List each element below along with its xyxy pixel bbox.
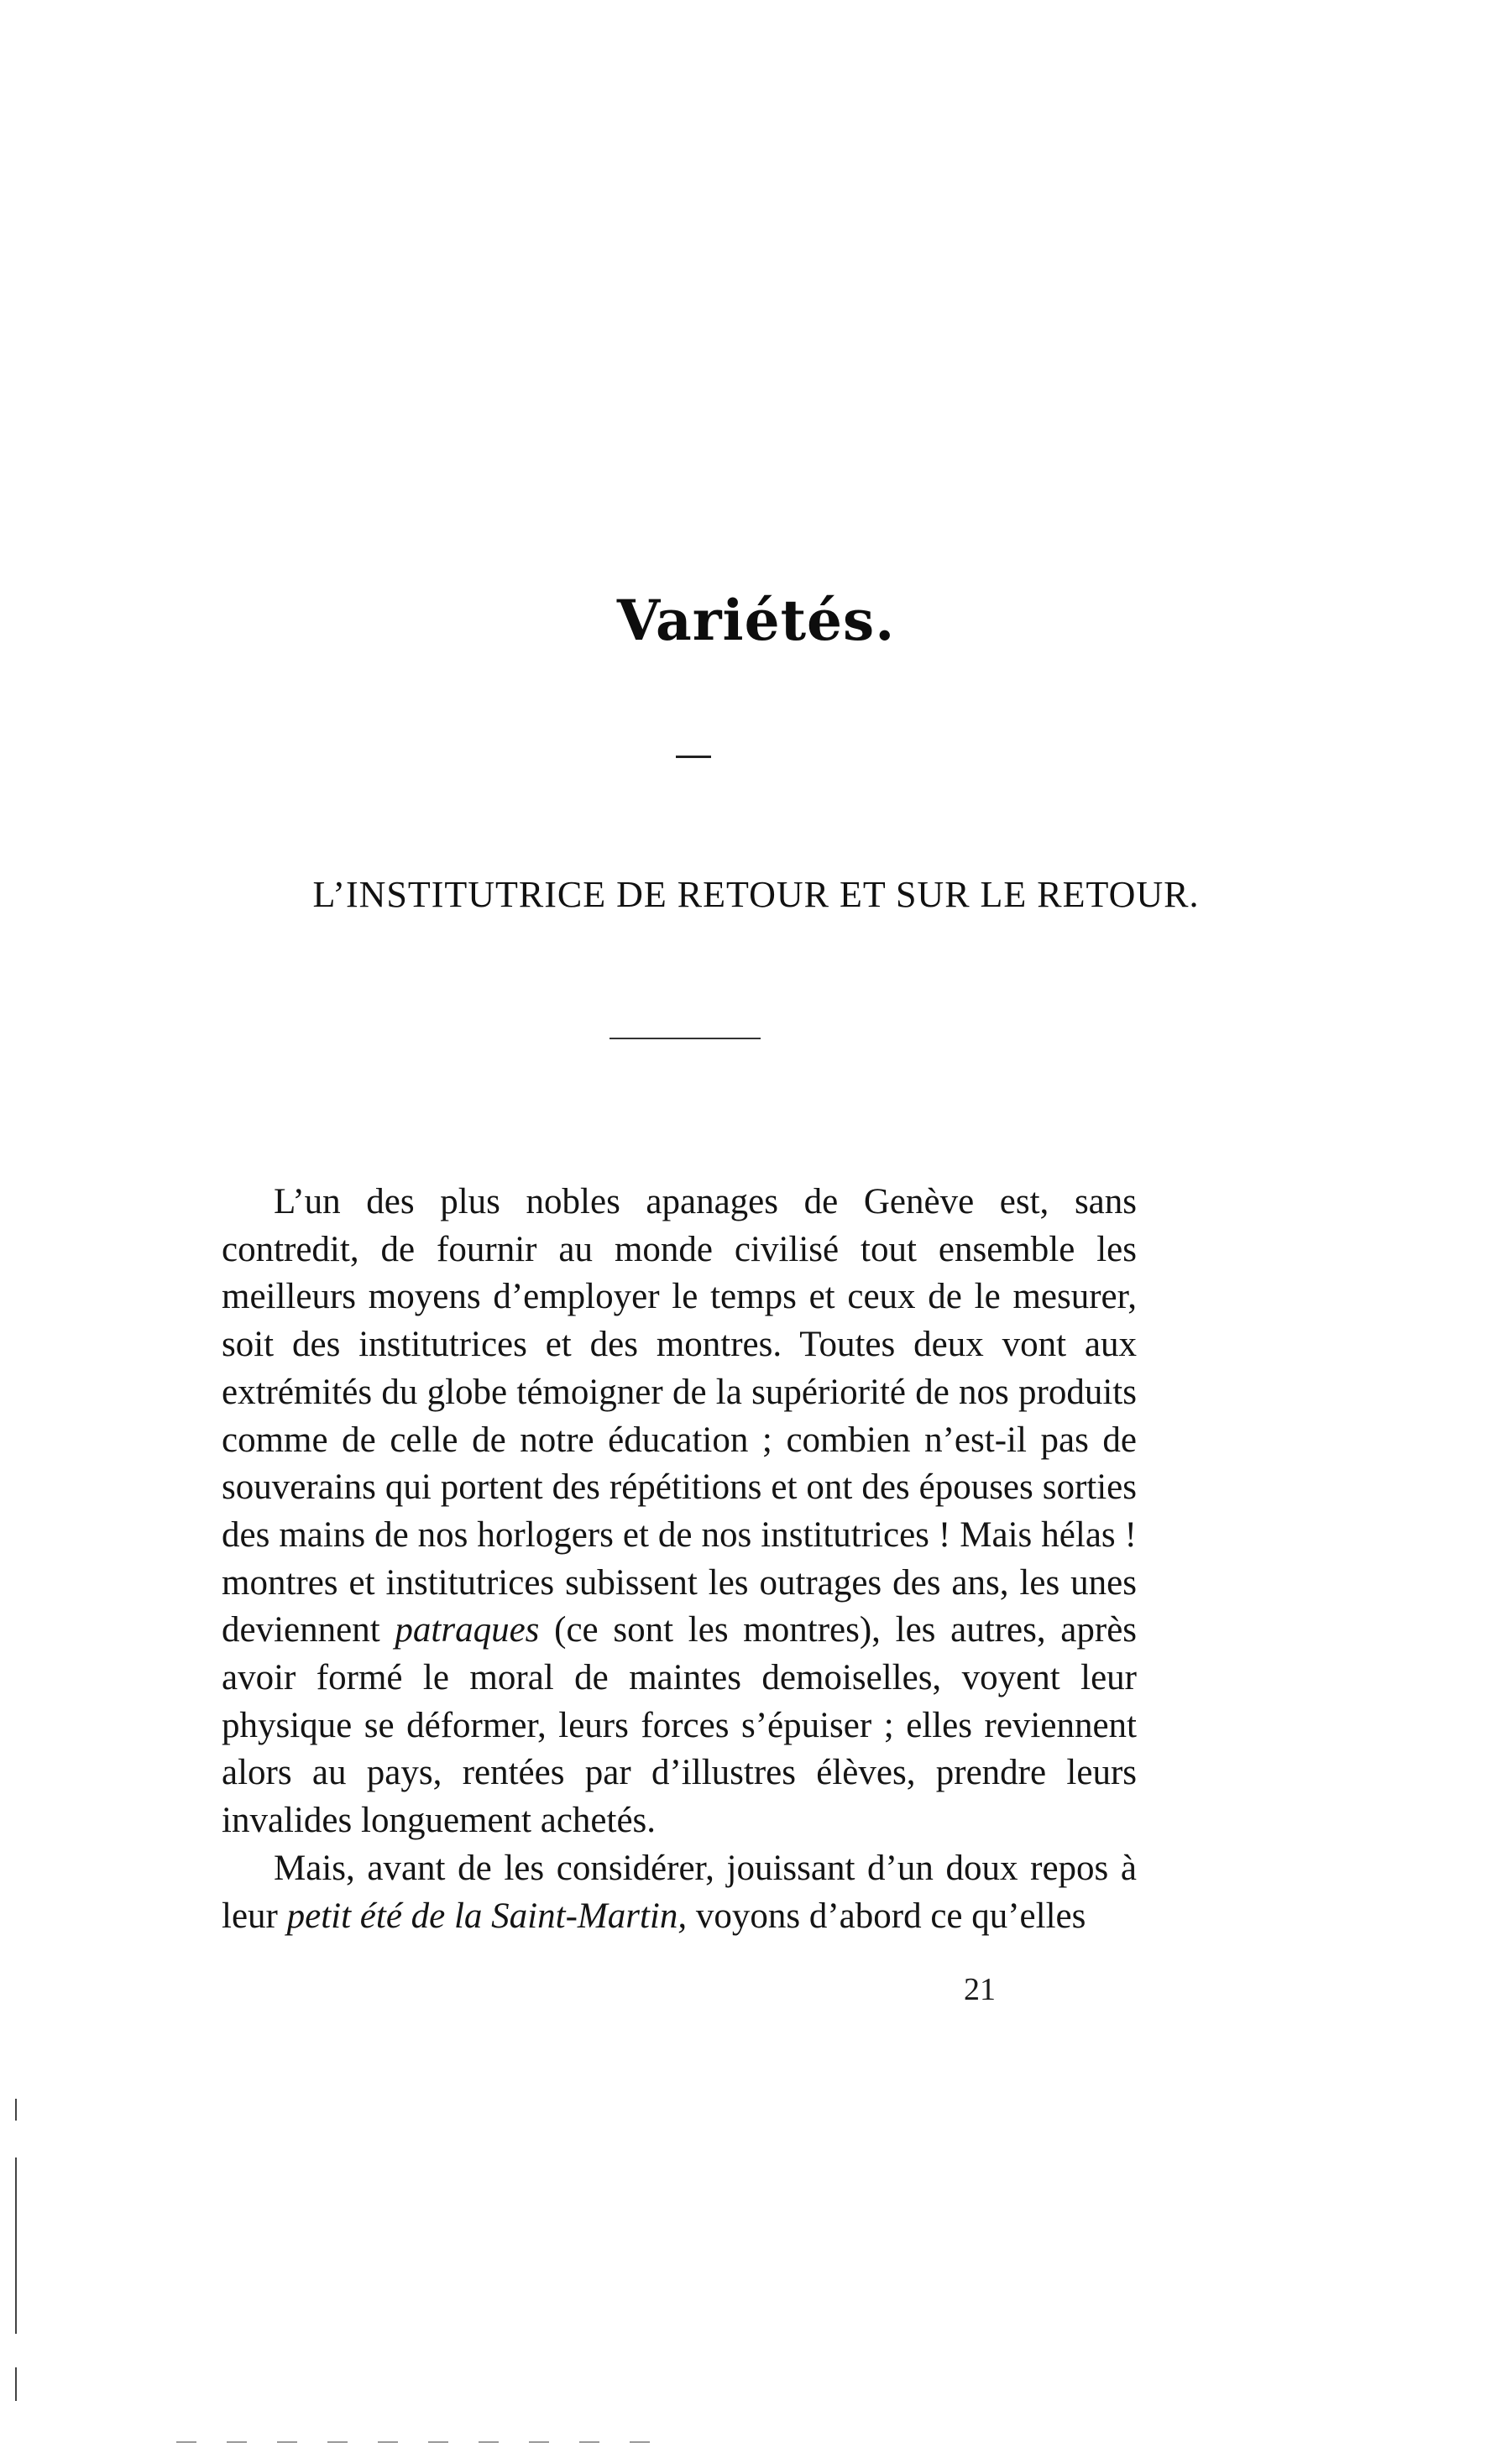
scan-margin-mark — [15, 2099, 17, 2121]
paragraph-1-text-end: (ce sont les montres), les autres, après avoir formé le moral de maintes demoiselles, voyent leur physique se déformer, leurs forces s’épuiser ; elles reviennent alors au pays, rentées par d’illustres élèves, prendre leurs invalides longuement achetés. — [222, 1610, 1138, 1841]
paragraph-2 — [222, 1845, 1137, 1940]
paragraph-1-emphasis: patraques — [395, 1610, 540, 1650]
scan-margin-mark — [15, 2157, 17, 2334]
title-divider — [676, 756, 711, 758]
scan-footer-marks — [176, 2441, 680, 2443]
paragraph-2-emphasis: petit été de la Saint-Martin, — [286, 1896, 688, 1936]
paragraph-2-text: Mais, avant de les considérer, jouissant d’un doux repos à leur — [222, 1848, 1137, 1936]
section-title: Variétés. — [616, 588, 896, 653]
article-divider — [610, 1038, 761, 1039]
paragraph-1-text: L’un des plus nobles apanages de Genève est, sans contredit, de fournir au monde civilisé tout ensemble les meilleurs moyens d’employer le temps et ceux de le mesurer, soit des institutrices et des montres. Toutes deux vont aux extrémités du globe témoigner de la supériorité de nos produits comme de celle de notre éducation ; combien n’est-il pas de souverains qui portent des répétitions et ont des épouses sorties des mains de nos horlogers et de nos institutrices ! Mais hélas ! montres et institutrices subissent les outrages des ans, les unes deviennent — [222, 1182, 1137, 1650]
article-body — [222, 1179, 1137, 1940]
paragraph-2-text-end: voyons d’abord ce qu’elles — [695, 1896, 1086, 1936]
paragraph-1 — [222, 1179, 1137, 1845]
scan-margin-mark — [15, 2367, 17, 2401]
page-number: 21 — [964, 1972, 996, 2007]
article-title: L’INSTITUTRICE DE RETOUR ET SUR LE RETOUR. — [312, 874, 1200, 915]
